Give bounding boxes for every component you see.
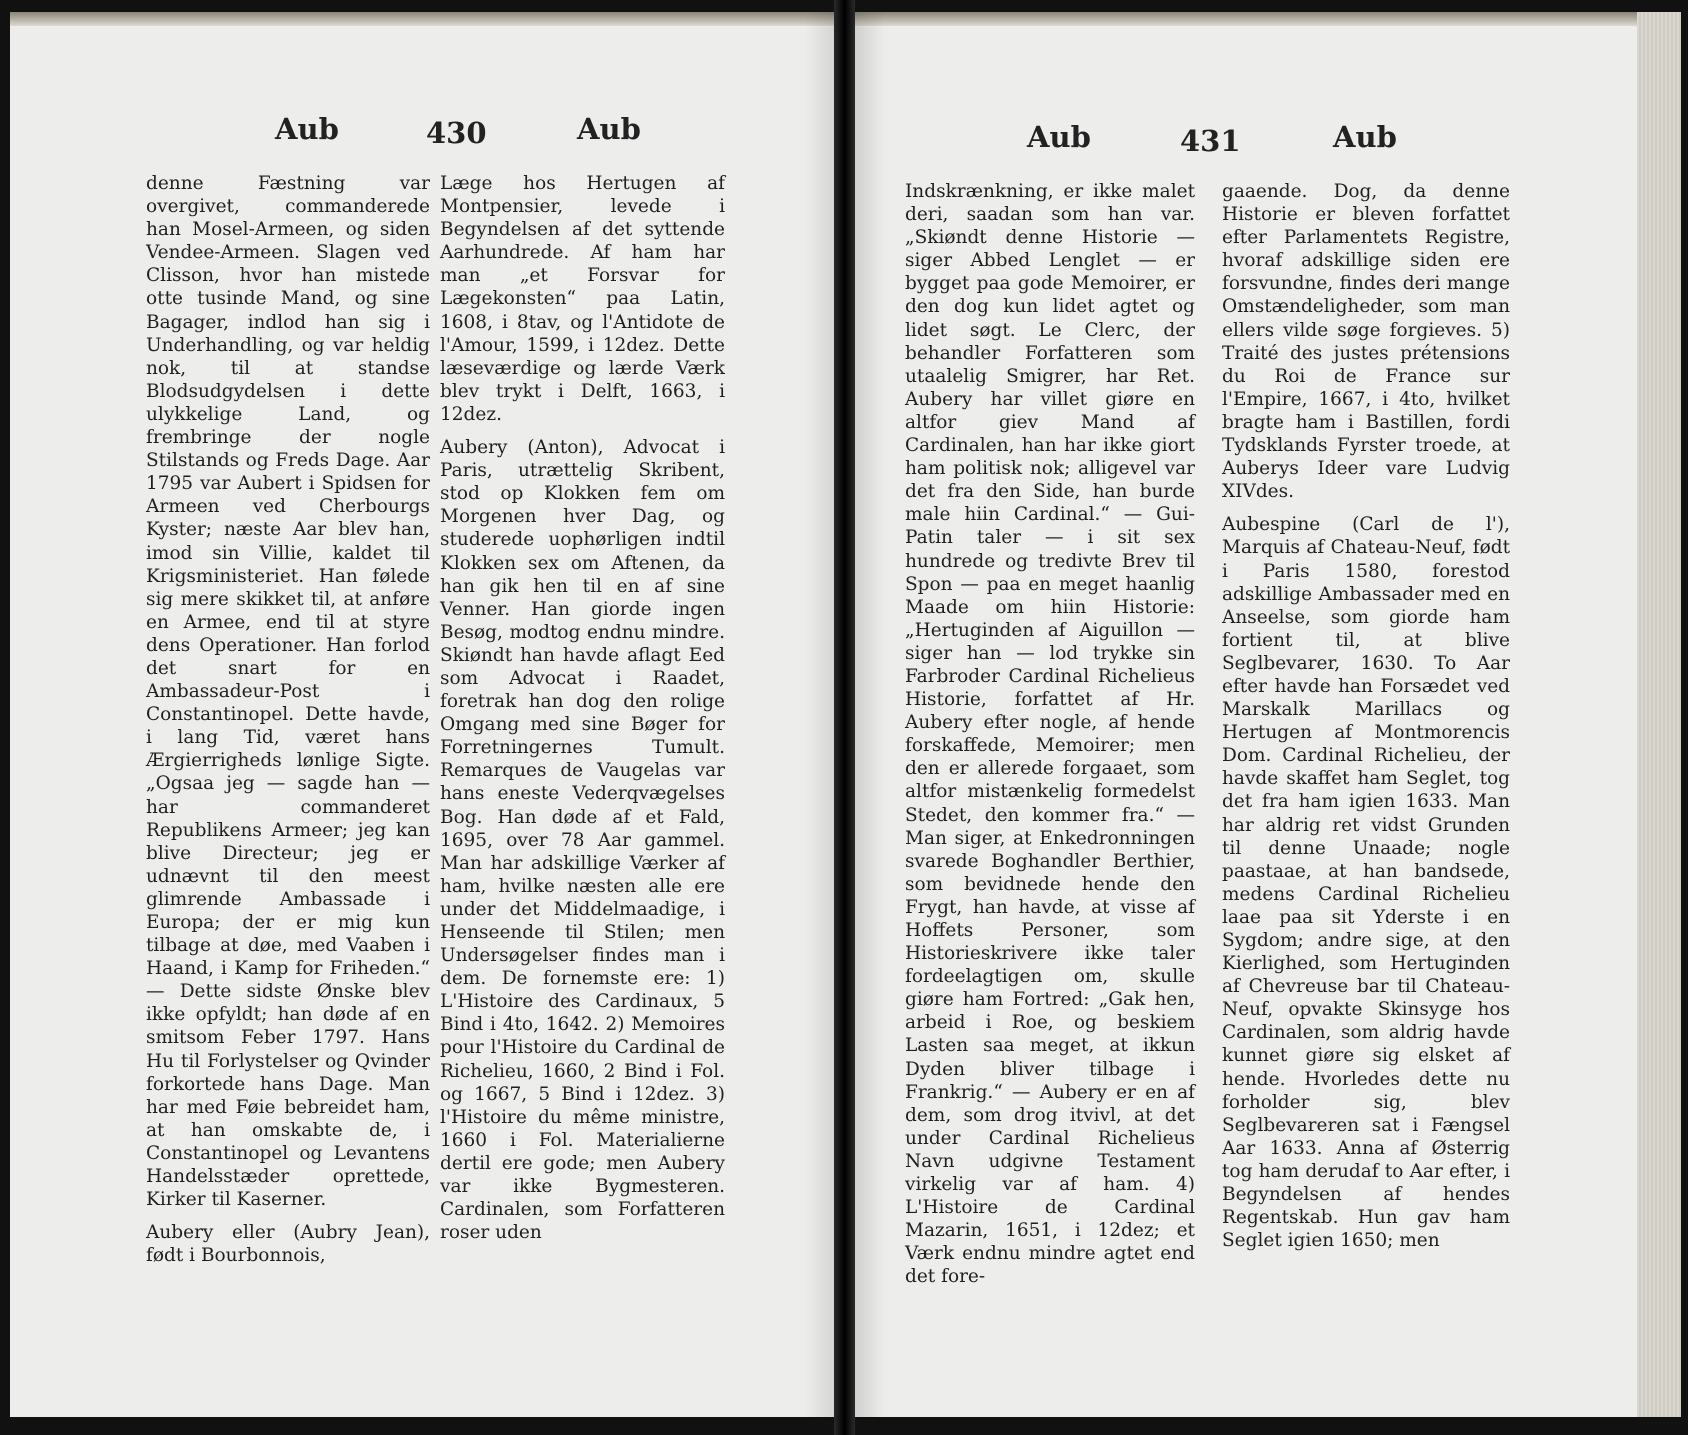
right-col2-paragraph-2: Aubespine (Carl de l'), Marquis af Chateau-Neuf, født i Paris 1580, forestod adskillige Ambassader med en Anseelse, som giorde ham fortient til, at blive Seglbevarer, 1630. To Aar efter havde han Forsædet ved Marskalk Marillacs og Hertugen af Montmorencis Dom. Cardinal Richelieu, der havde skaffet ham Seglet, tog det fra ham igien 1633. Man har aldrig ret vidst Grunden til denne Unaade; nogle paastaae, at han bandsede, medens Cardinal Richelieu laae paa sit Yderste i en Sygdom; andre sige, at den Kierlighed, som Hertuginden af Chevreuse bar til Chateau-Neuf, opvakte Skinsyge hos Cardinalen, som aldrig havde kunnet giøre sig elsket af hende. Hvorledes dette nu forholder sig, blev Seglbevareren sat i Fængsel Aar 1633. Anna af Østerrig tog ham derudaf to Aar efter, i Begyndelsen af hendes Regentskab. Hun gav ham Seglet igien 1650; men bbox=[1222, 514, 1510, 1252]
left-column-2 bbox=[440, 172, 725, 1244]
left-col2-paragraph-1: Læge hos Hertugen af Montpensier, levede i Begyndelsen af det syttende Aarhundrede. Af ham har man „et Forsvar for Lægekonsten“ paa Latin, 1608, i 8tav, og l'Antidote de l'Amour, 1599, i 12dez. Dette læseværdige og lærde Værk blev trykt i Delft, 1663, i 12dez. bbox=[440, 173, 725, 425]
right-page bbox=[855, 12, 1681, 1417]
left-page-top-edge bbox=[10, 12, 834, 26]
right-header-right: Aub bbox=[1333, 120, 1397, 154]
right-page-gutter-shade bbox=[855, 12, 885, 1417]
left-col1-paragraph-1: denne Fæstning var overgivet, commanderede han Mosel-Armeen, og siden Vendee-Armeen. Slagen ved Clisson, hvor han mistede otte tusinde Mand, og sine Bagager, indlod han sig i Underhandling, og var heldig nok, til at standse Blodsudgydelsen i dette ulykkelige Land, og frembringe der nogle Stilstands og Freds Dage. Aar 1795 var Aubert i Spidsen for Armeen ved Cherbourgs Kyster; næste Aar blev han, imod sin Villie, kaldet til Krigsministeriet. Han følede sig mere skikket til, at anføre en Armee, end til at styre dens Operationer. Han forlod det snart for en Ambassadeur-Post i Constantinopel. Dette havde, i lang Tid, været hans Ærgierrigheds lønlige Sigte. „Ogsaa jeg — sagde han — har commanderet Republikens Armeer; jeg kan blive Directeur; jeg er udnævnt til den meest glimrende Ambassade i Europa; der er mig kun tilbage at døe, med Vaaben i Haand, i Kamp for Friheden.“ — Dette sidste Ønske blev ikke opfyldt; han døde af en smitsom Feber 1797. Hans Hu til Forlystelser og Qvinder forkortede hans Dage. Man har med Føie bebreidet ham, at han omskabte de, i Constantinopel og Levantens Handelsstæder oprettede, Kirker til Kaserner. bbox=[146, 173, 430, 1211]
right-column-1 bbox=[905, 180, 1195, 1289]
right-col2-paragraph-1: gaaende. Dog, da denne Historie er bleven forfattet efter Parlamentets Registre, hvoraf adskillige siden ere forsvundne, findes deri mange Omstændeligheder, som man ellers vilde søge forgieves. 5) Traité des justes prétensions du Roi de France sur l'Empire, 1667, i 4to, hvilket bragte ham i Bastillen, fordi Tydsklands Fyrster troede, at Auberys Ideer vare Ludvig XIVdes. bbox=[1222, 181, 1510, 503]
left-header-right: Aub bbox=[577, 112, 641, 146]
left-column-1 bbox=[146, 172, 430, 1267]
left-col1-paragraph-2: Aubery eller (Aubry Jean), født i Bourbonnois, bbox=[146, 1222, 430, 1267]
left-col2-paragraph-2: Aubery (Anton), Advocat i Paris, utrættelig Skribent, stod op Klokken fem om Morgenen hver Dag, og studerede uophørligen indtil Klokken sex om Aftenen, da han gik hen til en af sine Venner. Han giorde ingen Besøg, modtog endnu mindre. Skiøndt han havde aflagt Eed som Advocat i Raadet, foretrak han dog den rolige Omgang med sine Bøger for Forretningernes Tumult. Remarques de Vaugelas var hans eneste Vederqvægelses Bog. Han døde af et Fald, 1695, over 78 Aar gammel. Man har adskillige Værker af ham, hvilke næsten alle ere under det Middelmaadige, i Henseende til Stilen; men Undersøgelser findes man i dem. De fornemste ere: 1) L'Histoire des Cardinaux, 5 Bind i 4to, 1642. 2) Memoires pour l'Histoire du Cardinal de Richelieu, 1660, 2 Bind i Fol. og 1667, 5 Bind i 12dez. 3) l'Histoire du même ministre, 1660 i Fol. Materialierne dertil ere gode; men Aubery var ikke Bygmesteren. Cardinalen, som Forfatteren roser uden bbox=[440, 437, 725, 1244]
right-header-left: Aub bbox=[1027, 120, 1091, 154]
right-page-number: 431 bbox=[1180, 124, 1241, 158]
left-page bbox=[10, 12, 834, 1417]
left-page-gutter-shade bbox=[804, 12, 834, 1417]
right-col1-paragraph-1: Indskrænkning, er ikke malet deri, saadan som han var. „Skiøndt denne Historie — siger Abbed Lenglet — er bygget paa gode Memoirer, er den dog kun lidet agtet og lidet søgt. Le Clerc, der behandler Forfatteren som utaalelig Smigrer, har Ret. Aubery har villet giøre en altfor giev Mand af Cardinalen, han har ikke giort ham politisk nok; alligevel var det fra den Side, han burde male hiin Cardinal.“ — Gui-Patin taler — i sit sex hundrede og tredivte Brev til Spon — paa en meget haanlig Maade om hiin Historie: „Hertuginden af Aiguillon — siger han — lod trykke sin Farbroder Cardinal Richelieus Historie, forfattet af Hr. Aubery efter nogle, af hende forskaffede, Memoirer; men den er allerede forgaaet, som altfor mistænkelig formedelst Stedet, den kommer fra.“ — Man siger, at Enkedronningen svarede Boghandler Berthier, som bevidnede hende den Frygt, han havde, at visse af Hoffets Personer, som Historieskrivere ikke taler fordeelagtigen om, skulle giøre ham Fortred: „Gak hen, arbeid i Roe, og beskiem Lasten saa meget, at ikkun Dyden bliver tilbage i Frankrig.“ — Aubery er en af dem, som drog itvivl, at det under Cardinal Richelieus Navn udgivne Testament virkelig var af ham. 4) L'Histoire de Cardinal Mazarin, 1651, i 12dez; et Værk endnu mindre agtet end det fore- bbox=[905, 181, 1195, 1288]
right-page-edge bbox=[1637, 12, 1681, 1417]
left-page-number: 430 bbox=[426, 116, 487, 150]
book-gutter bbox=[834, 0, 855, 1435]
right-column-2 bbox=[1222, 180, 1510, 1252]
right-page-top-edge bbox=[855, 12, 1681, 26]
left-header-left: Aub bbox=[275, 112, 339, 146]
